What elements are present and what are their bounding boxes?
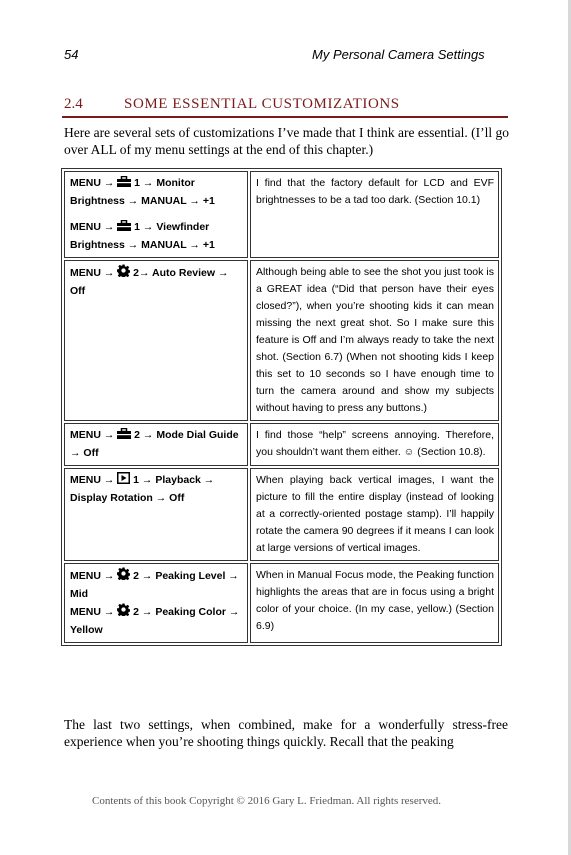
gear-icon [117, 567, 130, 586]
note-cell: When in Manual Focus mode, the Peaking function highlights the areas that are in focus using a bright color of your choice. (In my case, yellow.) (Section 6.9) [250, 563, 499, 643]
table-row [64, 260, 499, 421]
spacer [70, 210, 243, 219]
setting-text: 2 → Peaking Color → Yellow [70, 606, 240, 636]
setting-text: 1 → Playback → Display Rotation → Off [70, 474, 215, 504]
page-number: 54 [64, 47, 79, 62]
playback-icon [117, 472, 130, 490]
setting-text: 1 → Viewfinder Brightness → MANUAL → +1 [70, 221, 215, 251]
settings-table [61, 168, 502, 646]
setting-text: MENU → [70, 221, 118, 233]
toolbox-icon [117, 428, 131, 445]
setting-cell [64, 563, 248, 643]
setting-text: MENU → [70, 267, 118, 279]
setting-text: MENU → [70, 429, 118, 441]
table-row [64, 171, 499, 258]
intro-paragraph: Here are several sets of customizations I’ve made that I think are essential. (I’ll go over ALL of my menu settings at the end of this chapter.) [64, 125, 509, 157]
toolbox-icon [117, 220, 131, 237]
note-cell: I find those “help” screens annoying. Therefore, you shouldn’t want them either. ☺ (Section 10.8). [250, 423, 499, 466]
body-paragraph: The last two settings, when combined, make for a wonderfully stress-free experience when you’re shooting things quickly. Recall that the peaking [64, 717, 508, 749]
table-row [64, 468, 499, 561]
running-header: My Personal Camera Settings [312, 47, 485, 62]
copyright-footer: Contents of this book Copyright © 2016 Gary L. Friedman. All rights reserved. [92, 795, 442, 807]
table-row [64, 563, 499, 643]
section-title: SOME ESSENTIAL CUSTOMIZATIONS [124, 96, 400, 112]
setting-text: MENU → [70, 474, 118, 486]
setting-text: 2→ Auto Review → Off [70, 267, 229, 297]
note-cell: When playing back vertical images, I want the picture to fill the entire display (instead of looking at a correctly-oriented postage stamp). I’ll happily rotate the camera 90 degrees if it means I can look at large versions of vertical images. [250, 468, 499, 561]
gear-icon [117, 603, 130, 622]
setting-text: 2 → Mode Dial Guide → Off [70, 429, 239, 459]
setting-cell [64, 468, 248, 561]
setting-text: 1 → Monitor Brightness → MANUAL → +1 [70, 177, 215, 207]
setting-text: 2 → Peaking Level → Mid [70, 570, 239, 600]
note-cell: Although being able to see the shot you just took is a GREAT idea (“Did that person have their eyes closed?”), when you’re shooting kids it can mean missing the next great shot. So I make sure this feature is Off and I’m always ready to take the next shot. (Section 6.7) (When not shooting kids I keep this set to 10 seconds so I have enough time to turn the camera around and show my subjects without having to press any buttons.) [250, 260, 499, 421]
setting-cell [64, 171, 248, 258]
section-number: 2.4 [64, 96, 83, 112]
note-cell: I find that the factory default for LCD and EVF brightnesses to be a tad too dark. (Section 10.1) [250, 171, 499, 258]
setting-text: MENU → [70, 570, 118, 582]
section-rule [62, 116, 508, 118]
setting-cell [64, 423, 248, 466]
toolbox-icon [117, 176, 131, 193]
setting-text: MENU → [70, 606, 118, 618]
setting-cell [64, 260, 248, 421]
gear-icon [117, 264, 130, 283]
table-row [64, 423, 499, 466]
setting-text: MENU → [70, 177, 118, 189]
